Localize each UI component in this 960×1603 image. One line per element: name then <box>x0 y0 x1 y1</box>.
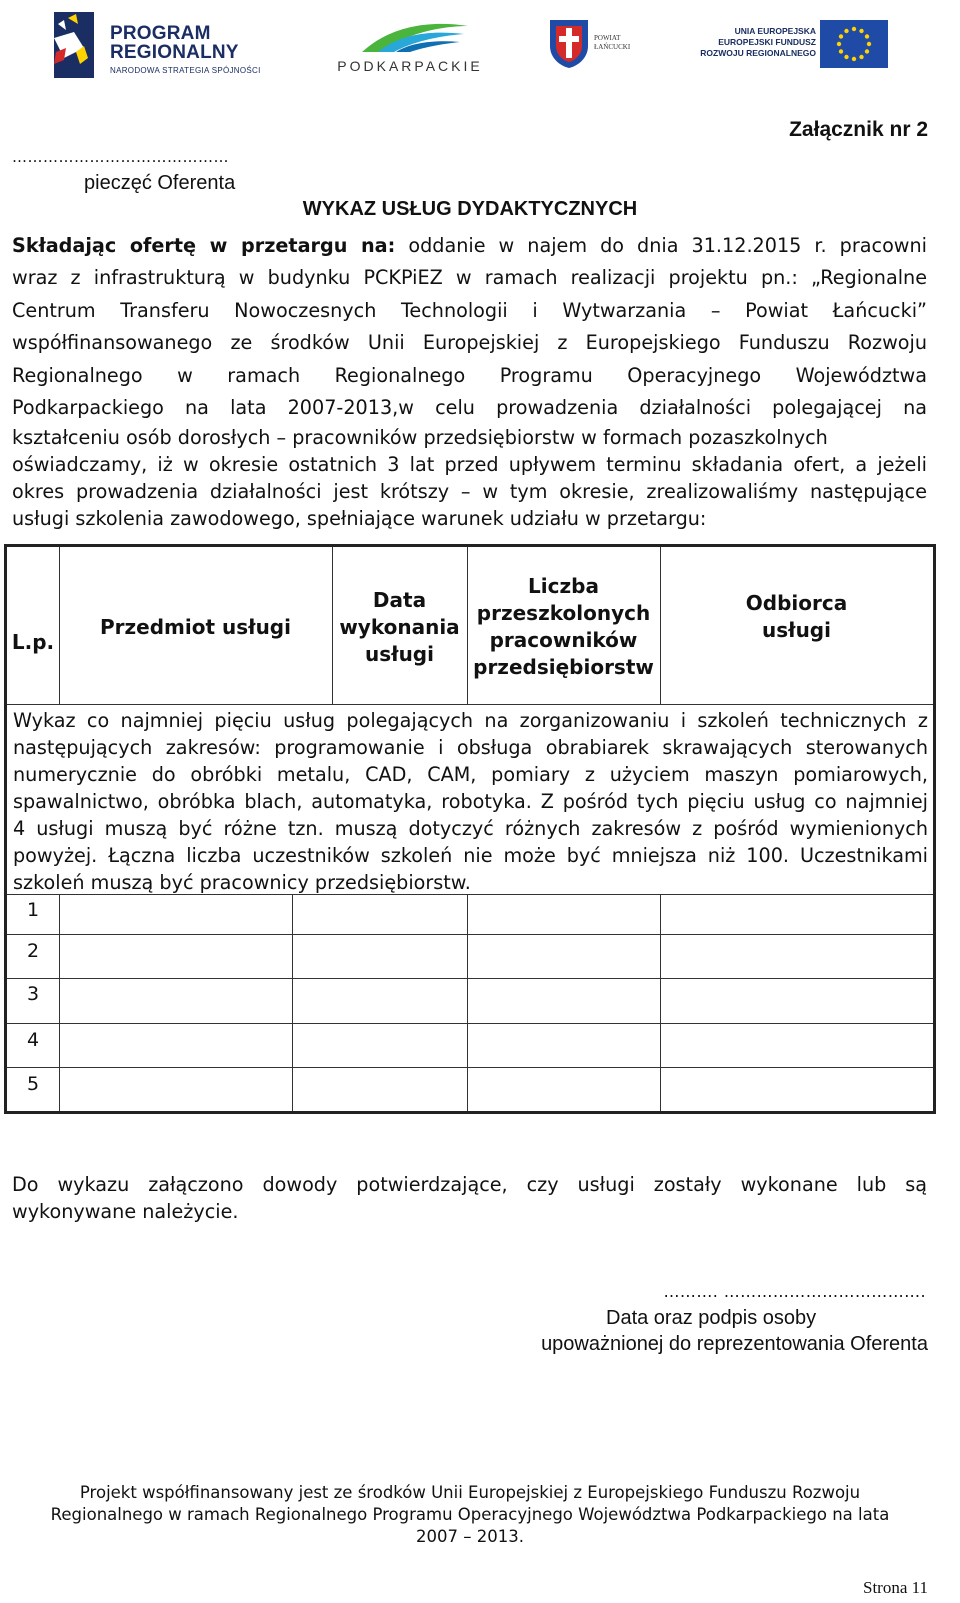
intro-line-1-rest: oddanie w najem do dnia 31.12.2015 r. pracowni <box>395 234 927 257</box>
podkarpackie-logo <box>330 16 490 76</box>
table-divider <box>660 894 661 1111</box>
table-divider <box>7 934 933 935</box>
row-number: 2 <box>27 940 40 962</box>
eu-line-1: UNIA EUROPEJSKA <box>734 26 816 36</box>
note-line: szkoleń muszą być pracownicy przedsiębiorstw. <box>13 871 471 894</box>
program-regionalny-logo <box>50 8 290 82</box>
podkarpackie-swoosh-icon <box>360 16 470 54</box>
note-line: Wykaz co najmniej pięciu usług polegających na zorganizowaniu i szkoleń technicznych z <box>13 709 928 732</box>
intro-line: współfinansowanego ze środków Unii Europejskiej z Europejskiego Funduszu Rozwoju <box>12 331 927 355</box>
note-line: spawalnictwo, obróbka blach, automatyka, robotyka. Z pośród tych pięciu usług co najmniej <box>13 790 928 813</box>
powiat-name: ŁAŃCUCKI <box>594 43 631 51</box>
row-number: 1 <box>27 899 40 921</box>
page-number: Strona 11 <box>862 1578 928 1597</box>
note-line: następujących zakresów: programowanie i obsługa obrabiarek skrawających sterowanych <box>13 736 928 759</box>
intro-line: oświadczamy, iż w okresie ostatnich 3 lat przed upływem terminu składania ofert, a jeżeli <box>12 453 927 476</box>
intro-line: Regionalnego w ramach Regionalnego Programu Operacyjnego Województwa <box>12 363 927 387</box>
header-date-line: usługi <box>365 641 434 666</box>
intro-bold-lead: Składając ofertę w przetargu na: <box>12 234 396 257</box>
header-recipient-line: Odbiorca <box>745 591 848 615</box>
eu-flag-icon <box>820 20 888 68</box>
powiat-label: POWIAT <box>594 34 621 42</box>
column-header-lp: L.p. <box>11 629 55 654</box>
table-divider <box>292 894 293 1111</box>
attachment-label: Załącznik nr 2 <box>789 118 928 141</box>
note-line: powyżej. Łączna liczba uczestników szkoleń nie może być mniejsza niż 100. Uczestnikami <box>13 844 928 867</box>
note-line: 4 usługi muszą być różne tzn. muszą dotyczyć różnych zakresów z pośród wymienionych <box>13 817 928 840</box>
statement-line: wykonywane należycie. <box>12 1200 239 1223</box>
signature-authority-label: upoważnionej do reprezentowania Oferenta <box>541 1333 928 1355</box>
program-regionalny-subtitle: REGIONALNY <box>110 42 239 63</box>
services-table <box>4 544 936 1114</box>
row-number: 3 <box>27 983 40 1005</box>
document-title: WYKAZ USŁUG DYDAKTYCZNYCH <box>302 198 638 220</box>
header-count-line: przeszkolonych <box>476 601 651 625</box>
signature-label: Data oraz podpis osoby <box>606 1307 817 1329</box>
intro-paragraph-continued <box>12 424 927 532</box>
header-date-line: wykonania <box>339 614 460 639</box>
table-divider <box>7 978 933 979</box>
intro-line: wraz z infrastrukturą w budynku PCKPiEZ w ramach realizacji projektu pn.: „Regionalne <box>12 266 927 290</box>
intro-line: usługi szkolenia zawodowego, spełniające warunek udziału w przetargu: <box>12 507 707 530</box>
table-requirement-note <box>13 707 928 896</box>
funding-line: Projekt współfinansowany jest ze środków Unii Europejskiej z Europejskiego Funduszu Rozwoju <box>79 1483 861 1502</box>
intro-paragraph <box>12 230 927 424</box>
intro-line: Podkarpackiego na lata 2007-2013,w celu prowadzenia działalności polegającej na <box>12 396 927 420</box>
signature-dots: ………. ………………………………. <box>663 1282 926 1301</box>
funding-line: 2007 – 2013. <box>416 1527 524 1546</box>
powiat-lancucki-logo <box>548 18 648 74</box>
column-header-trainee-count <box>467 547 660 707</box>
header-count-line: Liczba <box>528 574 599 598</box>
attachments-statement <box>12 1171 927 1225</box>
header-count-line: pracowników <box>489 628 638 652</box>
intro-line: kształceniu osób dorosłych – pracowników przedsiębiorstw w formach pozaszkolnych <box>12 426 828 449</box>
row-number: 4 <box>27 1029 40 1051</box>
stamp-label: pieczęć Oferenta <box>84 172 236 194</box>
podkarpackie-wordmark: PODKARPACKIE <box>337 58 483 74</box>
program-regionalny-title: PROGRAM <box>110 23 211 44</box>
table-divider <box>467 894 468 1111</box>
table-divider <box>7 1023 933 1024</box>
intro-line: Centrum Transferu Nowoczesnych Technologii i Wytwarzania – Powiat Łańcucki” <box>12 298 927 322</box>
eu-erdf-logo <box>688 20 888 70</box>
powiat-crest-icon <box>548 18 590 70</box>
funding-note <box>0 1482 940 1548</box>
table-divider <box>7 1067 933 1068</box>
column-header-recipient <box>660 547 933 687</box>
intro-line: okres prowadzenia działalności jest krótszy – w tym okresie, zrealizowaliśmy następujące <box>12 480 927 503</box>
column-header-subject: Przedmiot usługi <box>100 614 291 639</box>
funding-line: Regionalnego w ramach Regionalnego Programu Operacyjnego Województwa Podkarpackiego na lata <box>50 1505 890 1524</box>
note-line: numerycznie do obróbki metalu, CAD, CAM, pomiary z użyciem maszyn pomiarowych, <box>13 763 928 786</box>
header-count-line: przedsiębiorstw <box>473 655 654 679</box>
stamp-dots: …………………………………… <box>12 148 229 166</box>
eu-line-3: ROZWOJU REGIONALNEGO <box>700 48 816 58</box>
logo-strip <box>0 0 960 90</box>
header-recipient-line: usługi <box>762 618 831 642</box>
header-date-line: Data <box>372 587 427 612</box>
program-regionalny-tagline: NARODOWA STRATEGIA SPÓJNOŚCI <box>110 66 261 75</box>
row-number: 5 <box>27 1073 40 1095</box>
intro-line <box>12 230 927 262</box>
column-header-date <box>332 547 467 707</box>
statement-line: Do wykazu załączono dowody potwierdzające, czy usługi zostały wykonane lub są <box>12 1173 927 1196</box>
eu-line-2: EUROPEJSKI FUNDUSZ <box>718 37 816 47</box>
table-divider <box>59 894 60 1111</box>
table-divider <box>7 894 933 895</box>
program-regionalny-mark-icon <box>50 8 98 82</box>
